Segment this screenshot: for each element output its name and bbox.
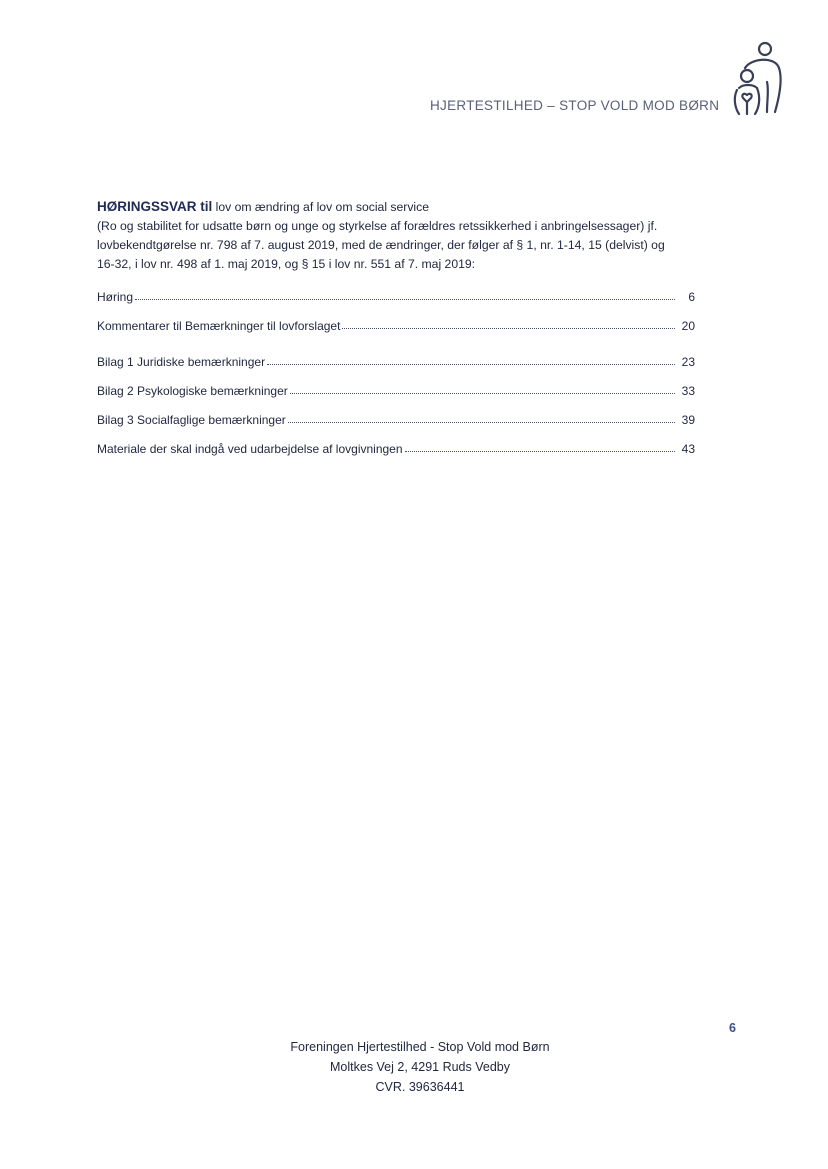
toc-entry-page: 43	[681, 442, 695, 456]
header-org-name: HJERTESTILHED – STOP VOLD MOD BØRN	[430, 98, 720, 113]
toc-entry-label: Høring	[97, 290, 134, 304]
toc-entry-label: Kommentarer til Bemærkninger til lovforslaget	[97, 319, 341, 333]
toc-leader-dots	[288, 421, 675, 423]
title-line-3: lovbekendtgørelse nr. 798 af 7. august 2019, med de ændringer, der følger af § 1, nr. 1-14, 15 (delvist) og	[97, 238, 665, 252]
toc-leader-dots	[405, 450, 675, 452]
footer-address: Moltkes Vej 2, 4291 Ruds Vedby	[330, 1060, 510, 1074]
title-line-2: (Ro og stabilitet for udsatte børn og unge og styrkelse af forældres retssikkerhed i anbringelsessager) jf.	[97, 219, 658, 233]
title-heading: HØRINGSSVAR til	[97, 199, 213, 214]
toc-leader-dots	[135, 298, 675, 300]
title-line-1	[97, 197, 727, 217]
toc-leader-dots	[290, 392, 675, 394]
toc-entry-page: 33	[681, 384, 695, 398]
title-block	[97, 197, 727, 274]
footer-org-name: Foreningen Hjertestilhed - Stop Vold mod Børn	[290, 1040, 550, 1054]
toc-entry-bilag-3[interactable]	[97, 409, 695, 427]
toc-entry-label: Bilag 1 Juridiske bemærkninger	[97, 355, 266, 369]
toc-entry-page: 39	[681, 413, 695, 427]
toc-entry-page: 20	[681, 319, 695, 333]
page-number: 6	[729, 1021, 736, 1035]
footer	[200, 1037, 640, 1097]
toc-entry-bilag-2[interactable]	[97, 380, 695, 398]
toc-leader-dots	[267, 363, 675, 365]
toc-leader-dots	[342, 327, 675, 329]
title-line-1-rest: lov om ændring af lov om social service	[212, 200, 430, 214]
toc-entry-page: 6	[688, 290, 695, 304]
toc-entry-label: Bilag 3 Socialfaglige bemærkninger	[97, 413, 286, 427]
toc-entry-page: 23	[681, 355, 695, 369]
title-line-4: 16-32, i lov nr. 498 af 1. maj 2019, og § 15 i lov nr. 551 af 7. maj 2019:	[97, 257, 476, 271]
toc-entry-label: Bilag 2 Psykologiske bemærkninger	[97, 384, 288, 398]
toc-entry-label: Materiale der skal indgå ved udarbejdelse af lovgivningen	[97, 442, 403, 456]
footer-cvr: CVR. 39636441	[375, 1080, 465, 1094]
toc-entry-kommentarer[interactable]	[97, 315, 695, 333]
toc-entry-bilag-1[interactable]	[97, 351, 695, 369]
parent-child-heart-logo-icon	[727, 38, 785, 118]
toc-entry-horing[interactable]	[97, 286, 695, 304]
toc-entry-materiale[interactable]	[97, 438, 695, 456]
